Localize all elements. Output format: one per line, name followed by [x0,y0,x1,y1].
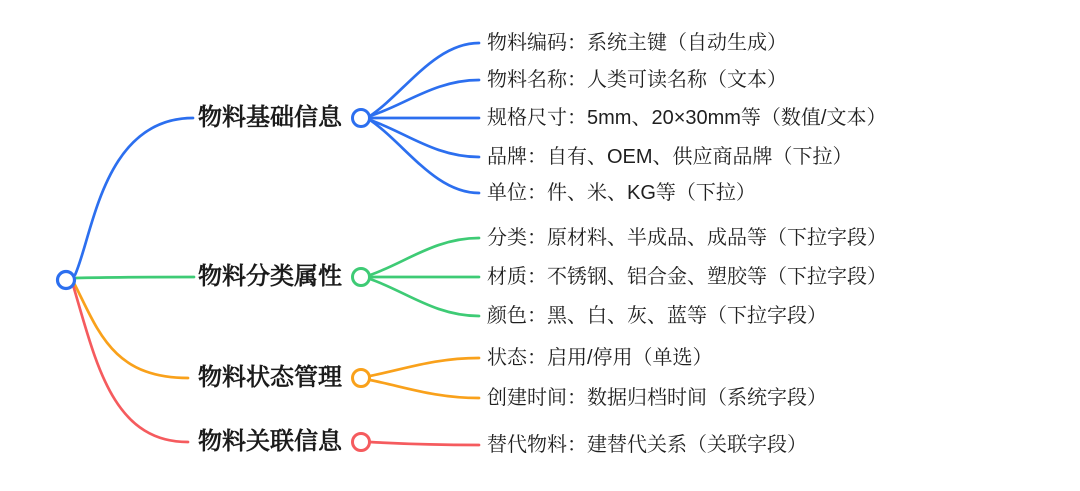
leaf-unit[interactable]: 单位：件、米、KG等（下拉） [487,182,756,204]
edge-basic-to-brand [370,120,479,157]
node-circle-category-attr[interactable] [353,269,370,286]
leaf-material-code[interactable]: 物料编码：系统主键（自动生成） [487,32,787,54]
leaf-material-name[interactable]: 物料名称：人类可读名称（文本） [487,69,787,91]
edge-root-to-status [74,283,188,378]
branch-label-basic-info[interactable]: 物料基础信息 [198,104,342,131]
node-circle-relation-info[interactable] [353,434,370,451]
leaf-classification[interactable]: 分类：原材料、半成品、成品等（下拉字段） [487,227,887,249]
edge-category-to-class [370,238,479,275]
leaf-substitute-material[interactable]: 替代物料：建替代关系（关联字段） [487,434,807,456]
leaf-status[interactable]: 状态：启用/停用（单选） [487,347,713,369]
branch-label-relation-info[interactable]: 物料关联信息 [198,428,342,455]
node-circle-status-mgmt[interactable] [353,370,370,387]
node-circle-root[interactable] [58,272,75,289]
edge-category-to-color [370,279,479,316]
edge-basic-to-material-name [370,80,479,116]
edge-root-to-basic-info [75,118,193,275]
leaf-spec-size[interactable]: 规格尺寸：5mm、20×30mm等（数值/文本） [487,107,887,129]
leaf-color[interactable]: 颜色：黑、白、灰、蓝等（下拉字段） [487,305,827,327]
leaf-material-texture[interactable]: 材质：不锈钢、铝合金、塑胶等（下拉字段） [487,266,887,288]
node-circle-basic-info[interactable] [353,110,370,127]
branch-label-status-mgmt[interactable]: 物料状态管理 [198,364,342,391]
edge-relation-to-substitute [370,442,479,445]
leaf-created-time[interactable]: 创建时间：数据归档时间（系统字段） [487,387,827,409]
edge-root-to-category [76,277,194,278]
leaf-brand[interactable]: 品牌：自有、OEM、供应商品牌（下拉） [487,146,853,168]
edge-basic-to-material-code [370,43,479,116]
branch-label-category-attr[interactable]: 物料分类属性 [198,263,342,290]
edge-status-to-created-time [370,380,479,398]
edge-status-to-state [370,358,479,376]
